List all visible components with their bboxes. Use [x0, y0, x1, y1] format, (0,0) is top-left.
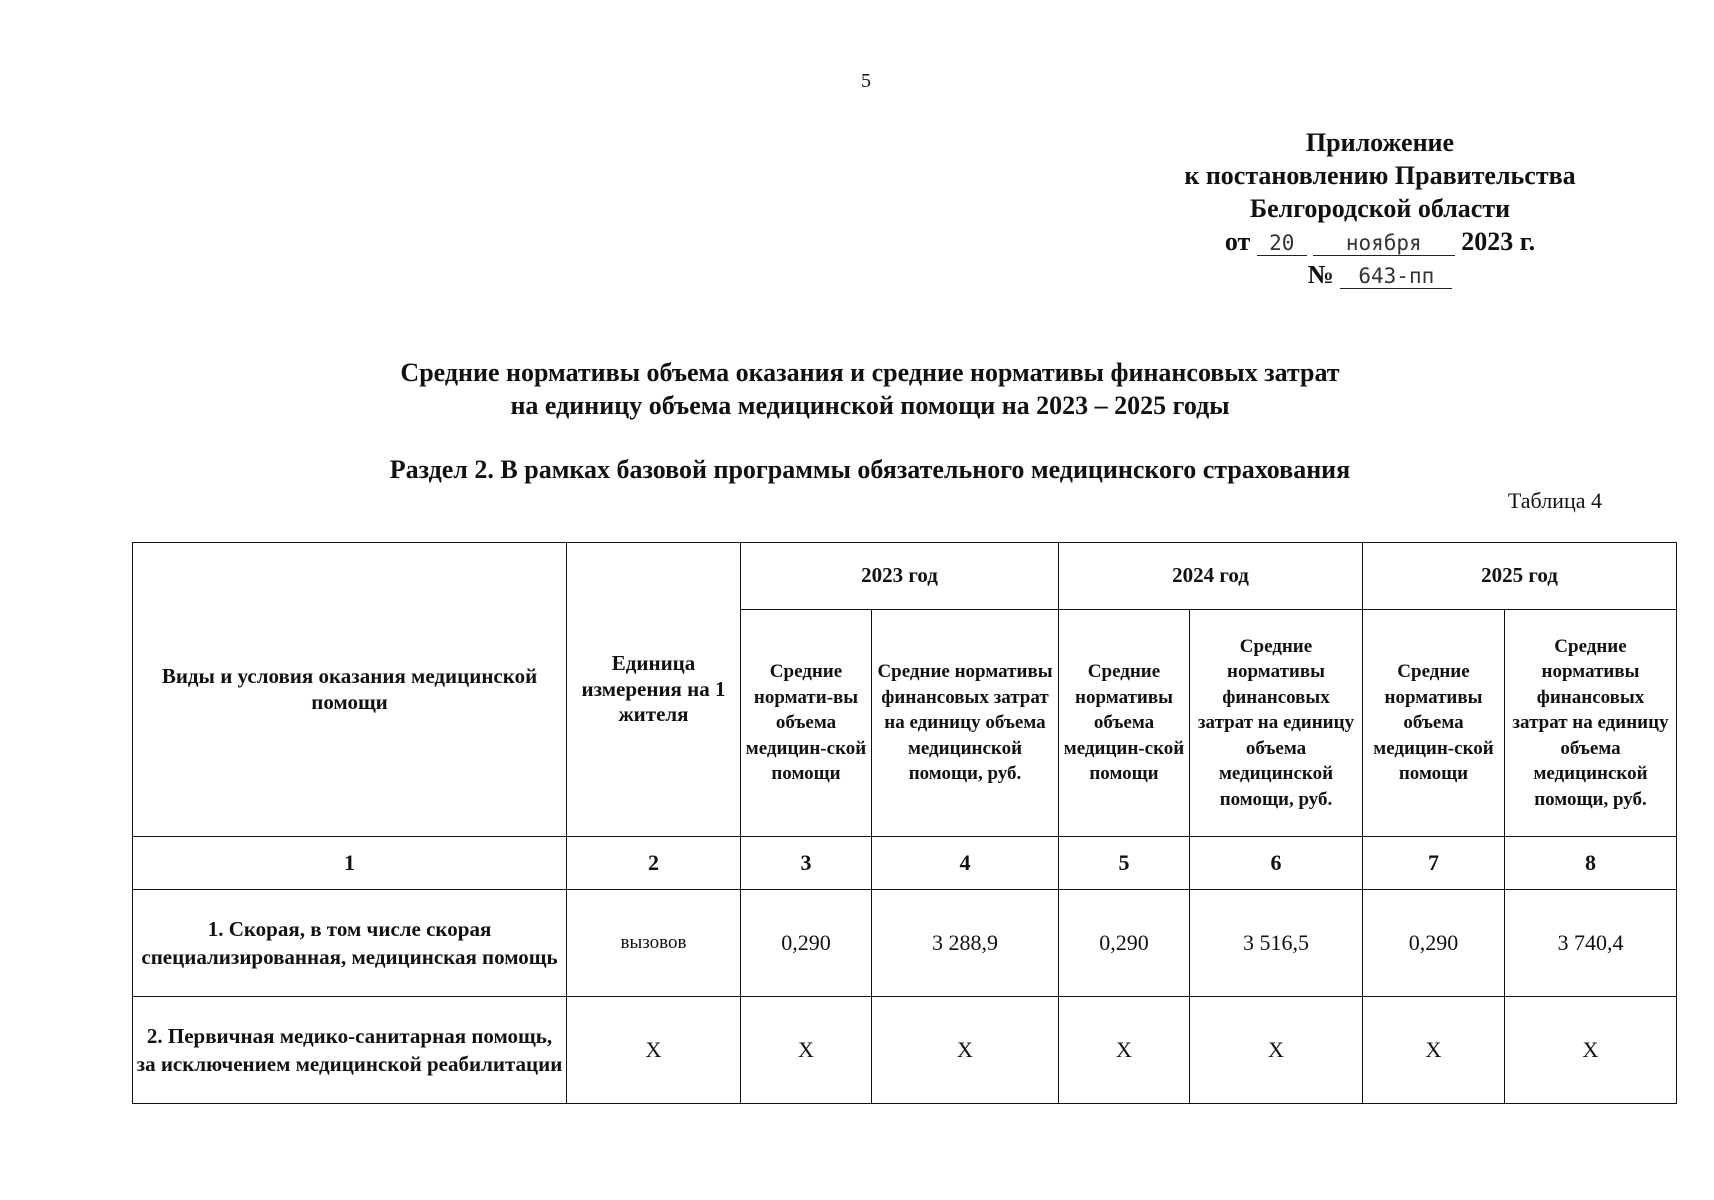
cell-volume-2025: Х	[1363, 997, 1505, 1104]
header-row-years	[133, 543, 1677, 610]
cell-volume-2024: Х	[1059, 997, 1190, 1104]
appendix-title: Приложение	[1305, 128, 1455, 157]
header-unit: Единица измерения на 1 жителя	[567, 543, 741, 837]
header-volume-2024: Средние нормативы объема медицин-ской помощи	[1059, 610, 1190, 837]
column-number: 5	[1059, 837, 1190, 890]
header-year-2025: 2025 год	[1363, 543, 1677, 610]
column-number: 7	[1363, 837, 1505, 890]
table-label: Таблица 4	[1507, 488, 1602, 513]
appendix-date-line	[1160, 225, 1600, 258]
column-number-row	[133, 837, 1677, 890]
header-cost-2025: Средние нормативы финансовых затрат на единицу объема медицинской помощи, руб.	[1505, 610, 1677, 837]
row-unit: Х	[567, 997, 741, 1104]
cell-cost-2025: 3 740,4	[1505, 890, 1677, 997]
document-title-line-2: на единицу объема медицинской помощи на 2023 – 2025 годы	[510, 391, 1230, 420]
table-row	[133, 997, 1677, 1104]
header-year-2023: 2023 год	[741, 543, 1059, 610]
cell-volume-2023: 0,290	[741, 890, 872, 997]
cell-cost-2024: 3 516,5	[1190, 890, 1363, 997]
document-title-line-1: Средние нормативы объема оказания и средние нормативы финансовых затрат	[400, 358, 1340, 387]
date-month: ноября	[1313, 231, 1455, 256]
document-title	[300, 356, 1440, 422]
decree-number: 643-пп	[1340, 264, 1452, 289]
section-title: Раздел 2. В рамках базовой программы обязательного медицинского страхования	[389, 455, 1351, 484]
table-row	[133, 890, 1677, 997]
header-volume-2025: Средние нормативы объема медицин-ской помощи	[1363, 610, 1505, 837]
row-unit: вызовов	[567, 890, 741, 997]
header-cost-2024: Средние нормативы финансовых затрат на единицу объема медицинской помощи, руб.	[1190, 610, 1363, 837]
cell-cost-2023: Х	[872, 997, 1059, 1104]
cell-volume-2023: Х	[741, 997, 872, 1104]
column-number: 6	[1190, 837, 1363, 890]
norms-table	[132, 542, 1677, 1104]
header-kind: Виды и условия оказания медицинской помощи	[133, 543, 567, 837]
column-number: 4	[872, 837, 1059, 890]
column-number: 2	[567, 837, 741, 890]
header-cost-2023: Средние нормативы финансовых затрат на единицу объема медицинской помощи, руб.	[872, 610, 1059, 837]
column-number: 8	[1505, 837, 1677, 890]
number-prefix: №	[1307, 260, 1334, 289]
page-number: 5	[861, 70, 871, 92]
column-number: 1	[133, 837, 567, 890]
date-prefix: от	[1224, 227, 1251, 256]
appendix-block	[1160, 126, 1600, 291]
cell-cost-2025: Х	[1505, 997, 1677, 1104]
date-day: 20	[1257, 231, 1307, 256]
cell-volume-2025: 0,290	[1363, 890, 1505, 997]
cell-volume-2024: 0,290	[1059, 890, 1190, 997]
appendix-decree: к постановлению Правительства	[1184, 161, 1576, 190]
header-year-2024: 2024 год	[1059, 543, 1363, 610]
cell-cost-2024: Х	[1190, 997, 1363, 1104]
appendix-number-line	[1160, 258, 1600, 291]
row-name: 1. Скорая, в том числе скорая специализированная, медицинская помощь	[133, 890, 567, 997]
row-name: 2. Первичная медико-санитарная помощь, за исключением медицинской реабилитации	[133, 997, 567, 1104]
column-number: 3	[741, 837, 872, 890]
appendix-region: Белгородской области	[1249, 194, 1511, 223]
date-year: 2023 г.	[1461, 227, 1536, 256]
cell-cost-2023: 3 288,9	[872, 890, 1059, 997]
header-volume-2023: Средние нормати-вы объема медицин-ской помощи	[741, 610, 872, 837]
